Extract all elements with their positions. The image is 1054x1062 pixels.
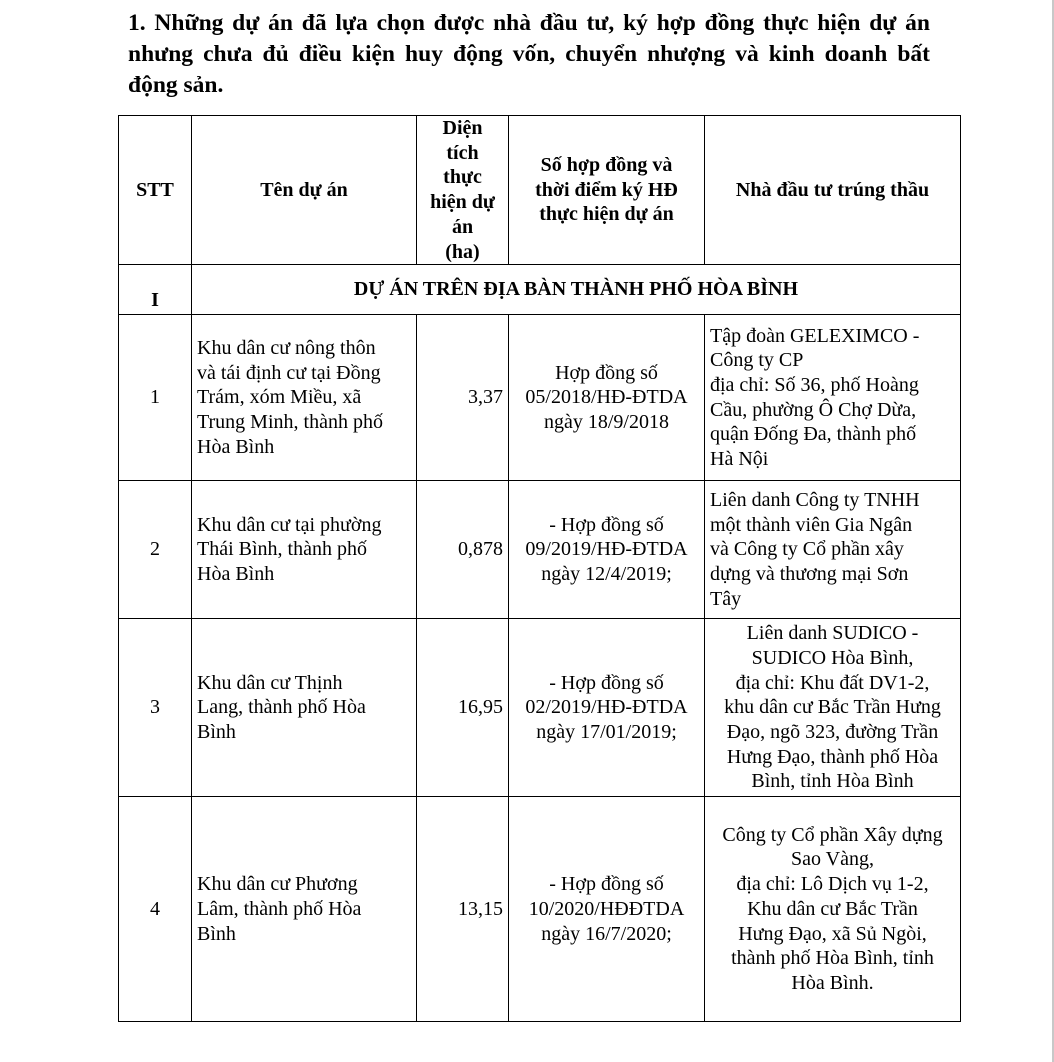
table-row	[119, 481, 961, 619]
row-stt: 2	[119, 481, 192, 619]
table-row	[119, 797, 961, 1022]
section-heading: 1. Những dự án đã lựa chọn được nhà đầu tư, ký hợp đồng thực hiện dự án nhưng chưa đủ điều kiện huy động vốn, chuyển nhượng và kinh doanh bất động sản.	[128, 10, 930, 98]
row-area: 16,95	[417, 619, 509, 797]
header-project-name: Tên dự án	[192, 116, 417, 265]
row-project-name: Khu dân cư Phương Lâm, thành phố Hòa Bình	[192, 797, 417, 1022]
header-investor: Nhà đầu tư trúng thầu	[705, 116, 961, 265]
row-stt: 4	[119, 797, 192, 1022]
row-investor: Tập đoàn GELEXIMCO - Công ty CP địa chỉ: Số 36, phố Hoàng Cầu, phường Ô Chợ Dừa, quận Đống Đa, thành phố Hà Nội	[705, 315, 961, 481]
row-project-name: Khu dân cư Thịnh Lang, thành phố Hòa Bình	[192, 619, 417, 797]
row-stt: 3	[119, 619, 192, 797]
section-title: DỰ ÁN TRÊN ĐỊA BÀN THÀNH PHỐ HÒA BÌNH	[192, 265, 961, 315]
row-project-name: Khu dân cư nông thôn và tái định cư tại Đồng Trám, xóm Miều, xã Trung Minh, thành phố Hòa Bình	[192, 315, 417, 481]
section-number: I	[119, 265, 192, 315]
header-stt: STT	[119, 116, 192, 265]
section-row	[119, 265, 961, 315]
row-area: 0,878	[417, 481, 509, 619]
table-row	[119, 619, 961, 797]
row-contract: - Hợp đồng số 10/2020/HĐĐTDA ngày 16/7/2020;	[509, 797, 705, 1022]
projects-table	[118, 115, 961, 1022]
table-row	[119, 315, 961, 481]
row-project-name: Khu dân cư tại phường Thái Bình, thành phố Hòa Bình	[192, 481, 417, 619]
row-investor: Liên danh SUDICO - SUDICO Hòa Bình, địa chỉ: Khu đất DV1-2, khu dân cư Bắc Trần Hưng Đạo, ngõ 323, đường Trần Hưng Đạo, thành phố Hòa Bình, tỉnh Hòa Bình	[705, 619, 961, 797]
row-area: 3,37	[417, 315, 509, 481]
row-contract: - Hợp đồng số 02/2019/HĐ-ĐTDA ngày 17/01/2019;	[509, 619, 705, 797]
row-contract: Hợp đồng số 05/2018/HĐ-ĐTDA ngày 18/9/2018	[509, 315, 705, 481]
row-investor: Liên danh Công ty TNHH một thành viên Gia Ngân và Công ty Cổ phần xây dựng và thương mại Sơn Tây	[705, 481, 961, 619]
row-stt: 1	[119, 315, 192, 481]
row-investor: Công ty Cổ phần Xây dựng Sao Vàng, địa chỉ: Lô Dịch vụ 1-2, Khu dân cư Bắc Trần Hưng Đạo, xã Sủ Ngòi, thành phố Hòa Bình, tỉnh Hòa Bình.	[705, 797, 961, 1022]
row-contract: - Hợp đồng số 09/2019/HĐ-ĐTDA ngày 12/4/2019;	[509, 481, 705, 619]
header-contract: Số hợp đồng và thời điểm ký HĐ thực hiện dự án	[509, 116, 705, 265]
header-area: Diện tích thực hiện dự án (ha)	[417, 116, 509, 265]
table-header-row	[119, 116, 961, 265]
row-area: 13,15	[417, 797, 509, 1022]
